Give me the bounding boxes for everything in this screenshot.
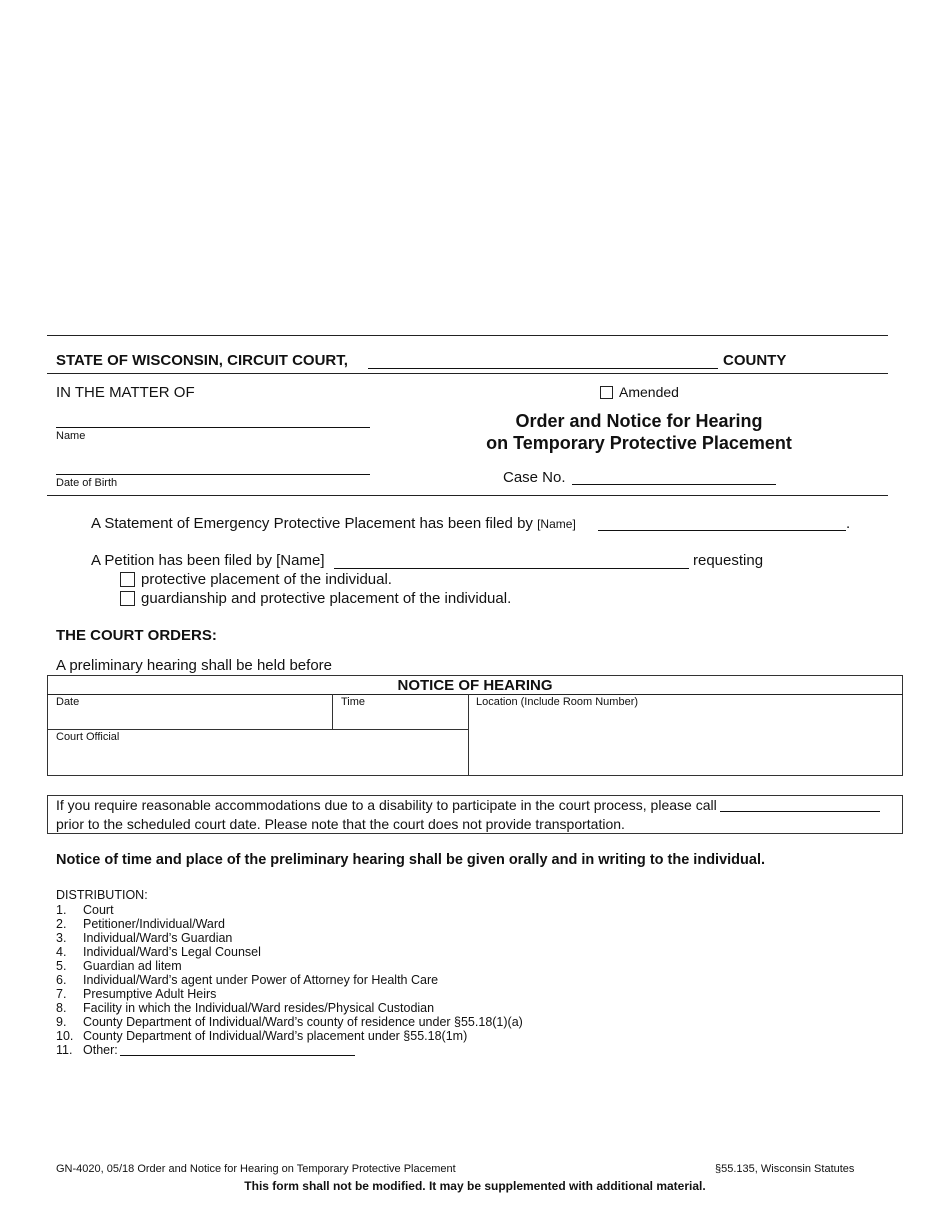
form-title-line1: Order and Notice for Hearing — [515, 411, 763, 431]
top-rule — [47, 335, 888, 336]
statement-filer-field[interactable] — [598, 530, 846, 531]
accommodation-line1: If you require reasonable accommodations due to a disability to participate in the court process, please call — [56, 797, 717, 813]
matter-label: IN THE MATTER OF — [56, 384, 195, 401]
requesting-label: requesting — [693, 552, 764, 569]
distribution-item: 1. Court — [56, 903, 114, 917]
time-label: Time — [341, 696, 366, 708]
location-label: Location (Include Room Number) — [476, 696, 639, 708]
distribution-item: 4. Individual/Ward’s Legal Counsel — [56, 945, 261, 959]
caption-rule — [47, 495, 888, 496]
petition-label: A Petition has been filed by — [91, 552, 272, 569]
statute-ref: §55.135, Wisconsin Statutes — [715, 1163, 855, 1175]
accommodation-phone-field[interactable] — [720, 811, 880, 812]
option1-label: protective placement of the individual. — [141, 571, 392, 588]
header-rule — [47, 373, 888, 374]
modification-notice: This form shall not be modified. It may be supplemented with additional material. — [244, 1179, 706, 1193]
form-title-line2: on Temporary Protective Placement — [486, 433, 792, 453]
court-label: STATE OF WISCONSIN, CIRCUIT COURT, — [56, 352, 348, 369]
distribution-item: 6. Individual/Ward’s agent under Power of Attorney for Health Care — [56, 973, 439, 987]
distribution-item: 3. Individual/Ward’s Guardian — [56, 931, 233, 945]
guardianship-checkbox[interactable] — [120, 591, 135, 606]
distribution-heading: DISTRIBUTION: — [56, 888, 148, 902]
distribution-item: 9. County Department of Individual/Ward’s county of residence under §55.18(1)(a) — [56, 1015, 523, 1029]
notice-statement: Notice of time and place of the preliminary hearing shall be given orally and in writing to the individual. — [56, 852, 766, 868]
distribution-item: 8. Facility in which the Individual/Ward resides/Physical Custodian — [56, 1001, 435, 1015]
protective-placement-checkbox[interactable] — [120, 572, 135, 587]
distribution-item: 11. Other: — [56, 1043, 118, 1057]
dob-caption: Date of Birth — [56, 477, 118, 489]
case-no-field[interactable] — [572, 484, 776, 485]
distribution-item: 10. County Department of Individual/Ward’s placement under §55.18(1m) — [56, 1029, 468, 1043]
statement-label: A Statement of Emergency Protective Placement has been filed by — [91, 515, 533, 532]
other-recipient-field[interactable] — [120, 1055, 355, 1056]
date-cell[interactable] — [47, 694, 333, 730]
name-field[interactable] — [56, 427, 370, 428]
county-label: COUNTY — [723, 352, 787, 369]
distribution-item: 2. Petitioner/Individual/Ward — [56, 917, 225, 931]
amended-checkbox[interactable] — [600, 386, 613, 399]
distribution-item: 5. Guardian ad litem — [56, 959, 182, 973]
preliminary-text: A preliminary hearing shall be held before — [56, 657, 332, 674]
form-id: GN-4020, 05/18 Order and Notice for Hearing on Temporary Protective Placement — [56, 1163, 456, 1175]
distribution-item: 7. Presumptive Adult Heirs — [56, 987, 217, 1001]
county-name-field[interactable] — [368, 368, 718, 369]
statement-period: . — [846, 515, 851, 532]
location-cell[interactable] — [469, 694, 902, 775]
time-cell[interactable] — [333, 694, 469, 730]
petition-name-hint: [Name] — [276, 552, 325, 569]
statement-text — [91, 515, 576, 532]
notice-of-hearing-title: NOTICE OF HEARING — [397, 677, 553, 694]
court-orders-heading: THE COURT ORDERS: — [56, 627, 217, 644]
amended-label: Amended — [619, 384, 679, 400]
case-no-label: Case No. — [503, 469, 566, 486]
name-caption: Name — [56, 430, 86, 442]
petition-text — [91, 552, 325, 569]
court-official-label: Court Official — [56, 731, 120, 743]
accommodation-line2: prior to the scheduled court date. Please note that the court does not provide transportation. — [56, 816, 625, 832]
statement-name-hint: [Name] — [537, 517, 576, 531]
petitioner-field[interactable] — [334, 568, 689, 569]
option2-label: guardianship and protective placement of the individual. — [141, 590, 512, 607]
form-title — [440, 410, 838, 454]
court-official-cell[interactable] — [47, 730, 469, 775]
date-label: Date — [56, 696, 80, 708]
dob-field[interactable] — [56, 474, 370, 475]
